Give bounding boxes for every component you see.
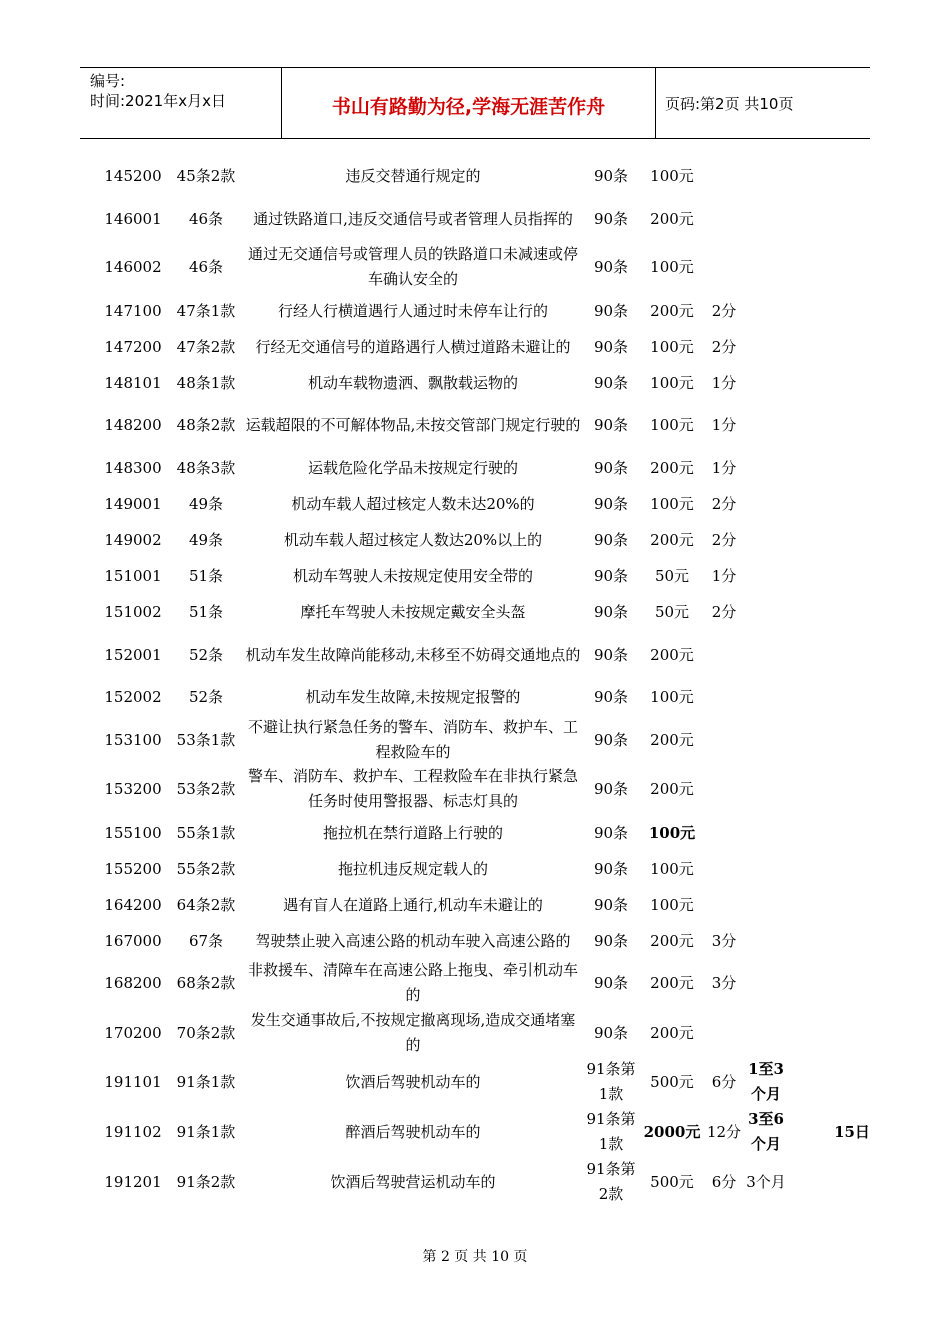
row-points [704, 680, 744, 715]
row-code: 147100 [104, 302, 162, 320]
row-points: 2分 [711, 603, 737, 621]
table-row [0, 1010, 950, 1056]
row-points [704, 766, 744, 812]
row-code: 145200 [104, 167, 162, 185]
row-suspension [744, 196, 788, 242]
row-suspension [744, 717, 788, 763]
row-description: 机动车发生故障尚能移动,未移至不妨碍交通地点的 [245, 645, 581, 664]
header-divider-right [655, 68, 656, 138]
row-fine: 100元 [650, 167, 694, 185]
row-code: 153100 [104, 730, 162, 749]
row-law-ref: 91条第1款 [586, 1110, 636, 1153]
row-article: 45条2款 [176, 167, 236, 185]
row-fine: 100元 [650, 896, 694, 914]
row-detention [826, 1010, 878, 1056]
row-suspension: 3个月 [746, 1172, 786, 1191]
row-description: 机动车驾驶人未按规定使用安全带的 [292, 567, 533, 585]
row-suspension [744, 330, 788, 365]
row-fine: 50元 [654, 603, 690, 621]
row-description: 机动车载物遗洒、飘散载运物的 [307, 374, 518, 392]
row-suspension [744, 244, 788, 290]
row-law-ref: 90条 [593, 730, 629, 749]
row-points [704, 159, 744, 194]
row-suspension [744, 366, 788, 401]
row-law-ref: 90条 [593, 257, 629, 276]
row-description: 发生交通事故后,不按规定撤离现场,造成交通堵塞的 [250, 1011, 576, 1054]
table-row [0, 244, 950, 290]
row-description: 醉酒后驾驶机动车的 [345, 1122, 481, 1141]
row-points [704, 888, 744, 923]
row-code: 167000 [104, 932, 162, 950]
row-detention [826, 487, 878, 522]
row-code: 153200 [104, 779, 162, 798]
row-points [704, 632, 744, 678]
row-suspension [744, 960, 788, 1006]
row-suspension [744, 1010, 788, 1056]
row-article: 55条2款 [176, 860, 236, 878]
header-motto: 书山有路勤为径,学海无涯苦作舟 [331, 96, 606, 118]
row-detention [826, 766, 878, 812]
row-article: 49条 [188, 531, 224, 549]
row-detention [826, 888, 878, 923]
row-article: 91条2款 [176, 1172, 236, 1191]
row-law-ref: 90条 [593, 688, 629, 706]
row-detention [826, 402, 878, 448]
row-law-ref: 90条 [593, 302, 629, 320]
row-description: 摩托车驾驶人未按规定戴安全头盔 [300, 603, 526, 621]
row-description: 违反交替通行规定的 [345, 167, 481, 185]
row-code: 146002 [104, 257, 162, 276]
row-code: 151001 [104, 567, 162, 585]
row-description: 拖拉机在禁行道路上行驶的 [322, 824, 503, 842]
row-points: 2分 [711, 302, 737, 320]
row-law-ref: 90条 [593, 603, 629, 621]
row-article: 52条 [188, 688, 224, 706]
row-points: 3分 [711, 932, 737, 950]
row-suspension [744, 402, 788, 448]
row-article: 91条1款 [176, 1122, 236, 1141]
row-article: 49条 [188, 495, 224, 513]
row-fine: 100元 [650, 374, 694, 392]
row-points: 6分 [711, 1172, 737, 1191]
row-suspension [744, 680, 788, 715]
row-description: 拖拉机违反规定载人的 [337, 860, 488, 878]
row-code: 146001 [104, 209, 162, 228]
row-points [704, 852, 744, 887]
table-row [0, 1109, 950, 1155]
row-law-ref: 90条 [593, 531, 629, 549]
table-row [0, 330, 950, 365]
row-fine: 2000元 [643, 1122, 701, 1141]
row-suspension [744, 523, 788, 558]
row-detention [826, 816, 878, 851]
row-code: 152002 [104, 688, 162, 706]
row-law-ref: 90条 [593, 209, 629, 228]
row-code: 148300 [104, 459, 162, 477]
row-law-ref: 90条 [593, 645, 629, 664]
row-law-ref: 91条第2款 [586, 1160, 636, 1203]
row-description: 驾驶禁止驶入高速公路的机动车驶入高速公路的 [255, 932, 571, 950]
row-law-ref: 90条 [593, 338, 629, 356]
row-code: 170200 [104, 1023, 162, 1042]
row-code: 149002 [104, 531, 162, 549]
table-row [0, 523, 950, 558]
row-law-ref: 90条 [593, 415, 629, 434]
row-points: 6分 [711, 1072, 737, 1091]
table-row [0, 717, 950, 763]
row-law-ref: 90条 [593, 374, 629, 392]
table-row [0, 595, 950, 630]
row-law-ref: 90条 [593, 459, 629, 477]
table-row [0, 680, 950, 715]
row-law-ref: 90条 [593, 1023, 629, 1042]
row-fine: 200元 [650, 1023, 694, 1042]
row-code: 155100 [104, 824, 162, 842]
row-description: 机动车载人超过核定人数达20%以上的 [283, 531, 543, 549]
row-suspension [744, 451, 788, 486]
table-row [0, 366, 950, 401]
row-fine: 100元 [648, 824, 696, 842]
row-detention: 15日 [834, 1122, 870, 1141]
page-header [80, 67, 870, 139]
row-code: 191102 [104, 1122, 162, 1141]
row-code: 149001 [104, 495, 162, 513]
row-fine: 100元 [650, 415, 694, 434]
row-description: 通过铁路道口,违反交通信号或者管理人员指挥的 [253, 209, 573, 228]
row-fine: 100元 [650, 257, 694, 276]
row-fine: 100元 [650, 495, 694, 513]
row-fine: 200元 [650, 531, 694, 549]
table-row [0, 451, 950, 486]
row-suspension [744, 924, 788, 959]
row-article: 91条1款 [176, 1072, 236, 1091]
row-detention [826, 1159, 878, 1205]
table-row [0, 1059, 950, 1105]
table-row [0, 888, 950, 923]
row-article: 47条1款 [176, 302, 236, 320]
row-description: 遇有盲人在道路上通行,机动车未避让的 [283, 896, 543, 914]
table-row [0, 559, 950, 594]
row-article: 51条 [188, 603, 224, 621]
row-detention [826, 632, 878, 678]
row-detention [826, 680, 878, 715]
row-fine: 200元 [650, 209, 694, 228]
row-code: 191201 [104, 1172, 162, 1191]
row-article: 68条2款 [176, 973, 236, 992]
row-code: 164200 [104, 896, 162, 914]
row-law-ref: 91条第1款 [586, 1060, 636, 1103]
table-row [0, 766, 950, 812]
row-points: 3分 [711, 973, 737, 992]
row-article: 55条1款 [176, 824, 236, 842]
row-description: 警车、消防车、救护车、工程救险车在非执行紧急任务时使用警报器、标志灯具的 [247, 767, 578, 810]
row-suspension: 1至3个月 [748, 1060, 784, 1103]
row-detention [826, 595, 878, 630]
row-description: 机动车发生故障,未按规定报警的 [305, 688, 521, 706]
row-article: 48条3款 [176, 459, 236, 477]
row-suspension [744, 888, 788, 923]
row-points [704, 244, 744, 290]
row-code: 151002 [104, 603, 162, 621]
row-fine: 200元 [650, 932, 694, 950]
row-code: 191101 [104, 1072, 162, 1091]
row-description: 饮酒后驾驶营运机动车的 [330, 1172, 496, 1191]
table-row [0, 294, 950, 329]
row-fine: 500元 [650, 1172, 694, 1191]
row-article: 52条 [188, 645, 224, 664]
row-detention [826, 523, 878, 558]
row-article: 46条 [188, 257, 224, 276]
row-detention [826, 960, 878, 1006]
row-fine: 200元 [650, 973, 694, 992]
table-row [0, 960, 950, 1006]
row-fine: 200元 [650, 779, 694, 798]
row-article: 51条 [188, 567, 224, 585]
row-description: 行经人行横道遇行人通过时未停车让行的 [277, 302, 548, 320]
row-description: 通过无交通信号或管理人员的铁路道口未减速或停车确认安全的 [247, 245, 578, 288]
row-suspension [744, 816, 788, 851]
row-detention [826, 366, 878, 401]
row-description: 机动车载人超过核定人数未达20%的 [291, 495, 535, 513]
row-detention [826, 451, 878, 486]
row-fine: 100元 [650, 860, 694, 878]
row-points [704, 196, 744, 242]
row-fine: 500元 [650, 1072, 694, 1091]
header-time-label: 时间:2021年x月x日 [90, 92, 226, 110]
row-code: 152001 [104, 645, 162, 664]
table-row [0, 924, 950, 959]
table-row [0, 196, 950, 242]
header-meta [90, 71, 226, 111]
row-detention [826, 1059, 878, 1105]
row-suspension [744, 294, 788, 329]
row-fine: 200元 [650, 645, 694, 664]
row-detention [826, 330, 878, 365]
row-article: 64条2款 [176, 896, 236, 914]
header-number-label: 编号: [90, 72, 126, 90]
row-points: 12分 [706, 1122, 742, 1141]
row-description: 饮酒后驾驶机动车的 [345, 1072, 481, 1091]
row-points: 1分 [711, 415, 737, 434]
row-points: 1分 [711, 567, 737, 585]
row-detention [826, 852, 878, 887]
row-suspension [744, 595, 788, 630]
row-detention [826, 924, 878, 959]
row-suspension [744, 852, 788, 887]
row-fine: 50元 [654, 567, 690, 585]
row-article: 48条1款 [176, 374, 236, 392]
row-law-ref: 90条 [593, 896, 629, 914]
table-row [0, 632, 950, 678]
row-points: 1分 [711, 459, 737, 477]
row-points [704, 1010, 744, 1056]
row-points [704, 717, 744, 763]
page-footer: 第 2 页 共 10 页 [422, 1249, 528, 1265]
row-article: 67条 [188, 932, 224, 950]
row-code: 155200 [104, 860, 162, 878]
row-suspension [744, 159, 788, 194]
row-fine: 200元 [650, 302, 694, 320]
row-points: 2分 [711, 338, 737, 356]
row-detention [826, 196, 878, 242]
row-law-ref: 90条 [593, 973, 629, 992]
row-article: 70条2款 [176, 1023, 236, 1042]
row-article: 53条1款 [176, 730, 236, 749]
row-law-ref: 90条 [593, 860, 629, 878]
row-detention [826, 244, 878, 290]
row-law-ref: 90条 [593, 567, 629, 585]
table-row [0, 852, 950, 887]
row-law-ref: 90条 [593, 495, 629, 513]
row-suspension: 3至6个月 [748, 1110, 784, 1153]
row-code: 168200 [104, 973, 162, 992]
row-description: 运载超限的不可解体物品,未按交管部门规定行驶的 [245, 415, 581, 434]
table-row [0, 1159, 950, 1205]
header-page-label: 页码:第2页 共10页 [665, 95, 794, 113]
row-code: 148101 [104, 374, 162, 392]
row-law-ref: 90条 [593, 824, 629, 842]
row-description: 非救援车、清障车在高速公路上拖曳、牵引机动车的 [247, 961, 578, 1004]
row-law-ref: 90条 [593, 167, 629, 185]
row-article: 48条2款 [176, 415, 236, 434]
row-code: 148200 [104, 415, 162, 434]
row-fine: 100元 [650, 688, 694, 706]
row-code: 147200 [104, 338, 162, 356]
row-detention [826, 294, 878, 329]
row-points: 2分 [711, 495, 737, 513]
row-law-ref: 90条 [593, 779, 629, 798]
row-description: 行经无交通信号的道路遇行人横过道路未避让的 [255, 338, 571, 356]
table-row [0, 816, 950, 851]
table-row [0, 402, 950, 448]
row-suspension [744, 632, 788, 678]
row-points [704, 816, 744, 851]
row-fine: 200元 [650, 730, 694, 749]
row-law-ref: 90条 [593, 932, 629, 950]
table-row [0, 159, 950, 194]
row-description: 运载危险化学品未按规定行驶的 [307, 459, 518, 477]
row-suspension [744, 559, 788, 594]
row-article: 47条2款 [176, 338, 236, 356]
row-suspension [744, 766, 788, 812]
row-points: 1分 [711, 374, 737, 392]
row-detention [826, 717, 878, 763]
row-suspension [744, 487, 788, 522]
row-detention [826, 159, 878, 194]
row-fine: 200元 [650, 459, 694, 477]
row-article: 53条2款 [176, 779, 236, 798]
row-detention [826, 559, 878, 594]
table-row [0, 487, 950, 522]
row-description: 不避让执行紧急任务的警车、消防车、救护车、工程救险车的 [247, 718, 578, 761]
row-points: 2分 [711, 531, 737, 549]
row-article: 46条 [188, 209, 224, 228]
row-fine: 100元 [650, 338, 694, 356]
